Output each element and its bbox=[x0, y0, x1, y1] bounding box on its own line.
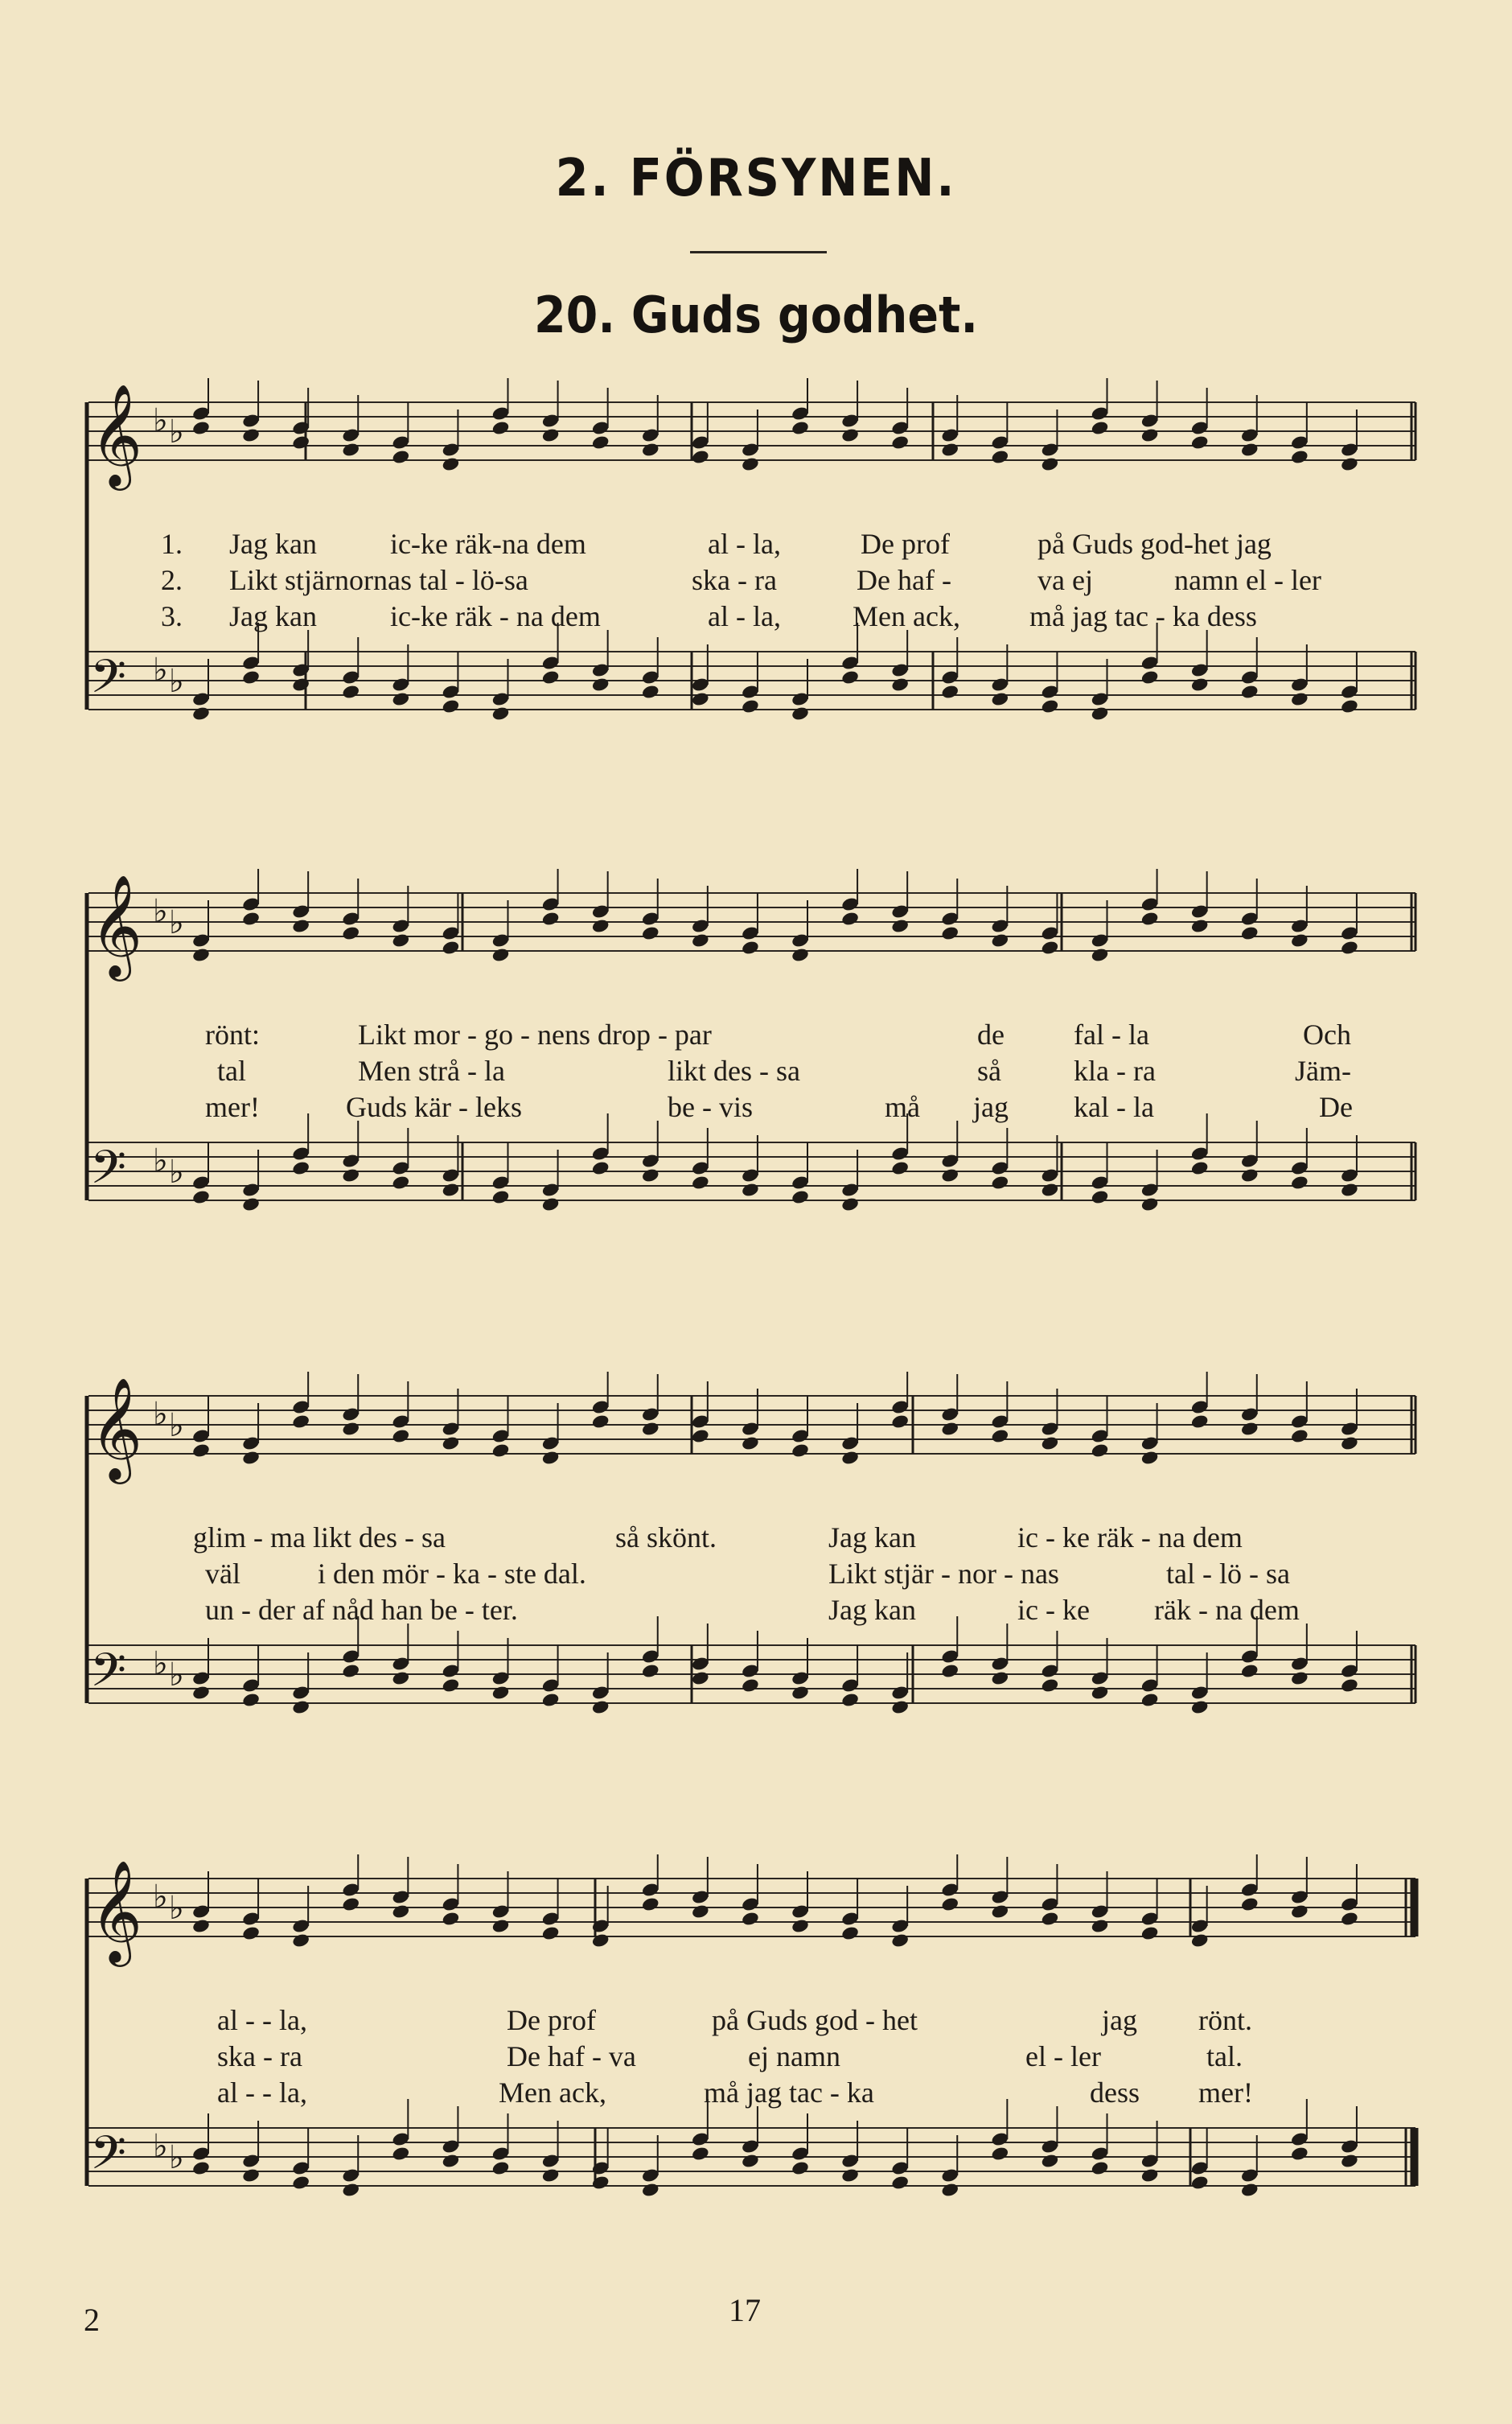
lyric-fragment: tal bbox=[217, 1055, 246, 1087]
lyric-verse-number: 1. bbox=[161, 528, 183, 560]
page-number-center: 17 bbox=[729, 2292, 761, 2328]
lyric-fragment: likt des - sa bbox=[668, 1055, 800, 1087]
lyric-fragment: glim - ma likt des - sa bbox=[193, 1521, 446, 1554]
verse-3-lyrics bbox=[72, 2076, 1440, 2111]
section-title: 2. FÖRSYNEN. bbox=[555, 149, 957, 208]
lyric-fragment: al - la, bbox=[708, 600, 781, 632]
verse-2-lyrics bbox=[72, 1054, 1440, 1089]
lyric-fragment: må jag tac - ka dess bbox=[1029, 600, 1257, 632]
lyric-fragment: va ej bbox=[1037, 564, 1093, 596]
lyric-fragment: Jag kan bbox=[828, 1521, 916, 1554]
title-rule bbox=[690, 251, 827, 253]
hymn-title: 20. Guds godhet. bbox=[533, 286, 979, 344]
flat-icon: ♭ bbox=[153, 1396, 168, 1433]
verse-3-lyrics bbox=[72, 1593, 1440, 1628]
lyric-fragment: Jag kan bbox=[229, 528, 317, 560]
flat-icon: ♭ bbox=[169, 904, 184, 941]
verse-1-lyrics bbox=[72, 1018, 1440, 1053]
lyric-fragment: ej namn bbox=[748, 2040, 840, 2072]
lyric-fragment: Jag kan bbox=[828, 1594, 916, 1626]
lyric-fragment: ska - ra bbox=[217, 2040, 302, 2072]
lyric-fragment: al - - la, bbox=[217, 2004, 307, 2036]
lyric-fragment: tal. bbox=[1206, 2040, 1243, 2072]
lyric-fragment: må jag tac - ka bbox=[704, 2076, 874, 2109]
flat-icon: ♭ bbox=[169, 1656, 184, 1694]
lyric-fragment: mer! bbox=[1198, 2076, 1253, 2109]
flat-icon: ♭ bbox=[169, 1890, 184, 1927]
lyric-fragment: rönt: bbox=[205, 1019, 260, 1051]
lyric-fragment: ska - ra bbox=[692, 564, 777, 596]
lyric-fragment: så bbox=[977, 1055, 1001, 1087]
music-system-2 bbox=[72, 869, 1440, 1271]
lyric-fragment: Men ack, bbox=[853, 600, 960, 632]
lyric-fragment: De prof bbox=[507, 2004, 596, 2036]
lyric-fragment: namn el - ler bbox=[1174, 564, 1321, 596]
lyric-fragment: på Guds god - het bbox=[712, 2004, 918, 2036]
flat-icon: ♭ bbox=[169, 414, 184, 451]
flat-icon: ♭ bbox=[153, 1879, 168, 1916]
lyric-fragment: al - la, bbox=[708, 528, 781, 560]
verse-2-lyrics bbox=[72, 563, 1440, 599]
lyric-fragment: i den mör - ka - ste dal. bbox=[318, 1558, 586, 1590]
lyric-fragment: Men strå - la bbox=[358, 1055, 505, 1087]
flat-icon: ♭ bbox=[153, 2128, 168, 2165]
bass-clef-icon: 𝄢 bbox=[90, 649, 127, 715]
flat-icon: ♭ bbox=[169, 2139, 184, 2176]
lyric-verse-number: 3. bbox=[161, 600, 183, 632]
lyric-fragment: rönt. bbox=[1198, 2004, 1252, 2036]
bass-clef-icon: 𝄢 bbox=[90, 1140, 127, 1206]
lyric-fragment: ic-ke räk-na dem bbox=[390, 528, 586, 560]
flat-icon: ♭ bbox=[169, 1154, 184, 1191]
lyric-fragment: De haf - bbox=[857, 564, 951, 596]
lyric-fragment: de bbox=[977, 1019, 1005, 1051]
lyric-fragment: på Guds god-het jag bbox=[1037, 528, 1272, 560]
lyric-fragment: jag bbox=[973, 1091, 1009, 1123]
lyric-fragment: väl bbox=[205, 1558, 240, 1590]
music-system-1 bbox=[72, 378, 1440, 780]
lyric-fragment: ic-ke räk - na dem bbox=[390, 600, 601, 632]
treble-clef-icon: 𝄞 bbox=[90, 1377, 143, 1480]
lyric-fragment: kla - ra bbox=[1074, 1055, 1156, 1087]
verse-1-lyrics bbox=[72, 527, 1440, 562]
music-system-3 bbox=[72, 1372, 1440, 1774]
lyric-fragment: fal - la bbox=[1074, 1019, 1149, 1051]
flat-icon: ♭ bbox=[153, 1142, 168, 1179]
lyric-fragment: Och bbox=[1303, 1019, 1351, 1051]
lyric-fragment: be - vis bbox=[668, 1091, 753, 1123]
verse-3-lyrics bbox=[72, 1090, 1440, 1126]
flat-icon: ♭ bbox=[169, 663, 184, 700]
treble-clef-icon: 𝄞 bbox=[90, 383, 143, 486]
lyric-fragment: räk - na dem bbox=[1154, 1594, 1300, 1626]
lyric-fragment: så skönt. bbox=[615, 1521, 717, 1554]
music-system-4 bbox=[72, 1854, 1440, 2257]
lyric-fragment: De haf - va bbox=[507, 2040, 636, 2072]
lyric-verse-number: 2. bbox=[161, 564, 183, 596]
lyric-fragment: un - der af nåd han be - ter. bbox=[205, 1594, 518, 1626]
lyric-fragment: dess bbox=[1090, 2076, 1140, 2109]
flat-icon: ♭ bbox=[169, 1407, 184, 1444]
bass-clef-icon: 𝄢 bbox=[90, 1643, 127, 1709]
lyric-fragment: Jag kan bbox=[229, 600, 317, 632]
verse-1-lyrics bbox=[72, 2003, 1440, 2039]
lyric-fragment: Likt mor - go - nens drop - par bbox=[358, 1019, 712, 1051]
lyric-fragment: Likt stjär - nor - nas bbox=[828, 1558, 1059, 1590]
flat-icon: ♭ bbox=[153, 893, 168, 930]
lyric-fragment: Men ack, bbox=[499, 2076, 606, 2109]
flat-icon: ♭ bbox=[153, 1645, 168, 1682]
lyric-fragment: Likt stjärnornas tal - lö-sa bbox=[229, 564, 528, 596]
lyric-fragment: kal - la bbox=[1074, 1091, 1154, 1123]
lyric-fragment: Guds kär - leks bbox=[346, 1091, 522, 1123]
lyric-fragment: el - ler bbox=[1025, 2040, 1101, 2072]
treble-clef-icon: 𝄞 bbox=[90, 874, 143, 977]
lyric-fragment: De bbox=[1319, 1091, 1353, 1123]
verse-2-lyrics bbox=[72, 1557, 1440, 1592]
treble-clef-icon: 𝄞 bbox=[90, 1859, 143, 1962]
lyric-fragment: De prof bbox=[861, 528, 950, 560]
verse-1-lyrics bbox=[72, 1521, 1440, 1556]
lyric-fragment: jag bbox=[1102, 2004, 1137, 2036]
bass-clef-icon: 𝄢 bbox=[90, 2126, 127, 2191]
lyric-fragment: al - - la, bbox=[217, 2076, 307, 2109]
page-number-left: 2 bbox=[84, 2302, 100, 2338]
lyric-fragment: Jäm- bbox=[1295, 1055, 1351, 1087]
lyric-fragment: mer! bbox=[205, 1091, 260, 1123]
lyric-fragment: ic - ke räk - na dem bbox=[1017, 1521, 1243, 1554]
verse-2-lyrics bbox=[72, 2039, 1440, 2075]
verse-3-lyrics bbox=[72, 599, 1440, 635]
flat-icon: ♭ bbox=[153, 652, 168, 689]
flat-icon: ♭ bbox=[153, 402, 168, 439]
lyric-fragment: tal - lö - sa bbox=[1166, 1558, 1290, 1590]
lyric-fragment: må bbox=[885, 1091, 920, 1123]
lyric-fragment: ic - ke bbox=[1017, 1594, 1090, 1626]
